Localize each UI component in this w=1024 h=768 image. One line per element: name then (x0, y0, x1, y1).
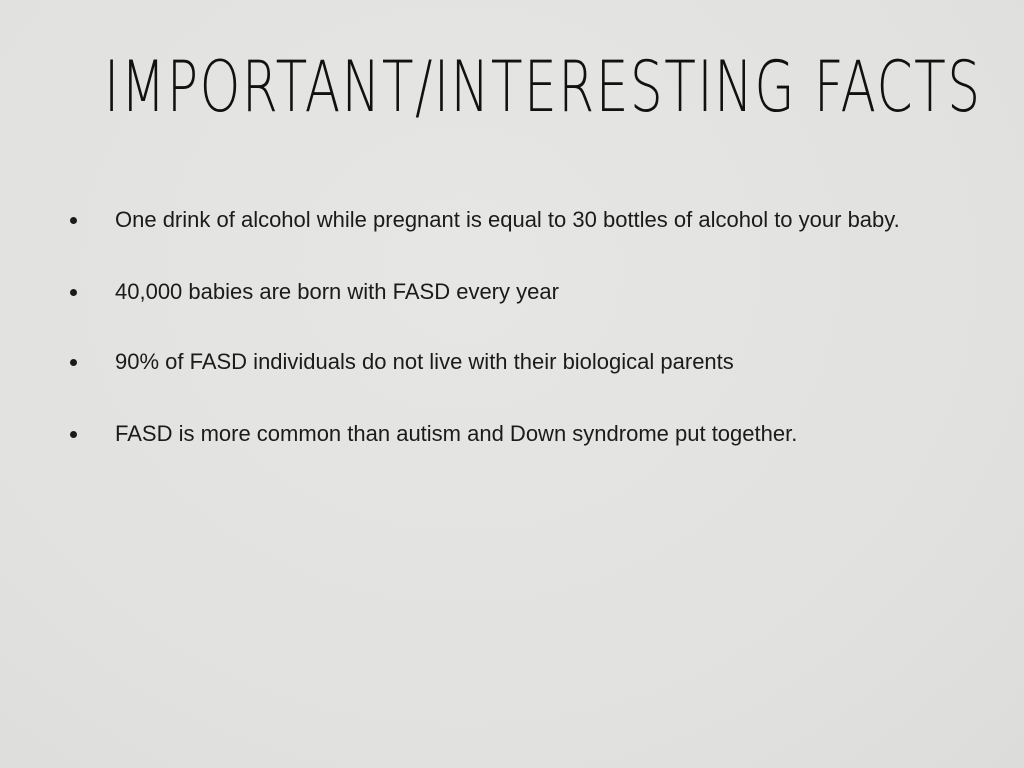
bullet-item (70, 418, 1010, 450)
bullet-item (70, 346, 1010, 378)
bullet-dot-icon (70, 431, 77, 438)
bullet-item (70, 204, 1010, 236)
bullet-item (70, 276, 1010, 308)
bullet-dot-icon (70, 217, 77, 224)
bullet-text: FASD is more common than autism and Down syndrome put together. (115, 421, 798, 446)
bullet-dot-icon (70, 289, 77, 296)
bullet-text: One drink of alcohol while pregnant is equal to 30 bottles of alcohol to your baby. (115, 207, 900, 232)
slide-title: IMPORTANT/INTERESTING FACTS (104, 46, 982, 128)
bullet-text: 40,000 babies are born with FASD every year (115, 279, 559, 304)
bullet-text: 90% of FASD individuals do not live with their biological parents (115, 349, 734, 374)
bullet-dot-icon (70, 359, 77, 366)
